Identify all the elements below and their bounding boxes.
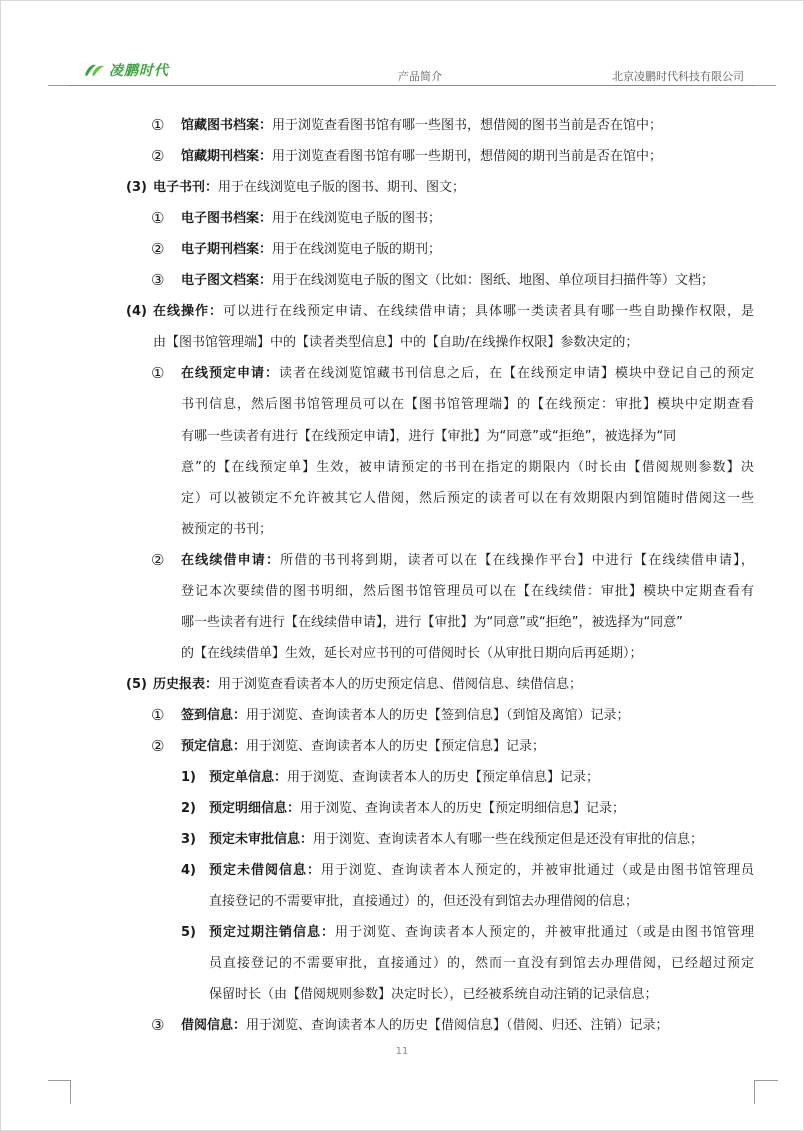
term-label: 签到信息：: [181, 707, 247, 723]
list-item-line: [209, 979, 658, 1010]
crop-mark: [754, 1080, 755, 1104]
term-label: 预定未借阅信息：: [209, 863, 321, 879]
description-text: 由【图书馆管理端】中的【读者类型信息】中的【自助/在线操作权限】参数决定的；: [153, 335, 639, 351]
description-text: 意”的【在线预定单】生效，被申请预定的书刊在指定的期限内（时长由【借阅规则参数】决: [181, 459, 755, 475]
list-item-line: [181, 358, 755, 389]
list-item-line: [153, 296, 755, 327]
list-item-line: [181, 234, 441, 265]
description-text: 用于在线浏览电子版的图文（比如：图纸、地图、单位项目扫描件等）文档；: [272, 273, 715, 289]
description-text: 员直接登记的不需要审批，直接通过）的，然而一直没有到馆去办理借阅，已经超过预定: [209, 956, 755, 972]
description-text: 用于浏览查看图书馆有哪一些图书，想借阅的图书当前是否在馆中；: [272, 118, 663, 133]
term-label: 电子图文档案：: [181, 273, 273, 289]
term-label: 历史报表：: [153, 676, 219, 692]
list-item-line: [209, 886, 638, 917]
list-item-line: [209, 917, 755, 948]
list-item-line: [181, 576, 755, 607]
logo-text: 凌鹏时代: [109, 63, 169, 79]
description-text: 用于浏览、查询读者本人预定的，并被审批通过（或是由图书馆管理员: [321, 863, 755, 879]
description-text: 被预定的书刊；: [181, 521, 273, 537]
list-item-line: [153, 669, 582, 700]
term-label: 馆藏图书档案：: [181, 118, 273, 133]
list-marker: ③: [151, 1016, 165, 1035]
list-marker: ②: [151, 737, 165, 755]
list-item-line: [153, 172, 465, 203]
leaf-logo-icon: [84, 63, 106, 77]
list-marker: ②: [151, 147, 165, 166]
list-item-line: [181, 452, 755, 483]
list-item-line: [181, 389, 755, 420]
term-label: 预定信息：: [181, 739, 247, 754]
list-marker: ①: [151, 209, 165, 228]
description-text: 所借的书刊将到期，读者可以在【在线操作平台】中进行【在线续借申请】，: [280, 552, 755, 568]
description-text: 有哪一些读者有进行【在线预定申请】，进行【审批】为“同意”或“拒绝”，被选择为“同: [181, 428, 677, 444]
description-text: 用于浏览、查询读者本人有哪一些在线预定但是还没有审批的信息；: [313, 832, 704, 848]
description-text: 用于浏览、查询读者本人的历史【预定明细信息】记录；: [300, 801, 626, 817]
list-item-line: [153, 327, 638, 358]
crop-mark: [754, 85, 776, 108]
list-item-line: [181, 421, 676, 452]
list-item-line: [181, 731, 545, 762]
list-item-line: [181, 110, 662, 141]
term-label: 预定单信息：: [209, 770, 288, 786]
list-item-line: [181, 638, 643, 669]
description-text: 用于浏览、查询读者本人的历史【预定单信息】记录；: [287, 770, 600, 786]
page-number: 11: [395, 1046, 409, 1057]
description-text: 用于浏览、查询读者本人的历史【预定信息】记录；: [246, 739, 546, 754]
description-text: 登记本次要续借的图书明细，然后图书馆管理员可以在【在线续借：审批】模块中定期查看有: [181, 583, 755, 599]
list-marker: 4): [181, 863, 196, 879]
description-text: 用于在线浏览电子版的图书；: [272, 211, 442, 227]
list-item-line: [209, 855, 755, 886]
list-item-line: [181, 607, 683, 638]
description-text: 用于浏览查看读者本人的历史预定信息、借阅信息、续借信息；: [218, 676, 583, 692]
list-item-line: [209, 762, 599, 793]
list-marker: ①: [151, 116, 165, 134]
list-item-line: [181, 483, 755, 514]
list-marker: 1): [181, 770, 196, 786]
description-text: 保留时长（由【借阅规则参数】决定时长），已经被系统自动注销的记录信息；: [209, 987, 658, 1003]
term-label: 电子图书档案：: [181, 211, 273, 227]
list-item-line: [181, 700, 630, 731]
description-text: 用于浏览、查询读者本人的历史【签到信息】（到馆及离馆）记录；: [246, 707, 630, 723]
term-label: 馆藏期刊档案：: [181, 149, 273, 165]
description-text: 用于浏览查看图书馆有哪一些期刊，想借阅的期刊当前是否在馆中；: [272, 149, 663, 165]
list-item-line: [209, 824, 703, 855]
description-text: 用于在线浏览电子版的期刊；: [272, 242, 442, 258]
description-text: 用于在线浏览电子版的图书、期刊、图文；: [218, 180, 466, 196]
description-text: 定）可以被锁定不允许被其它人借阅，然后预定的读者可以在有效期限内到馆随时借阅这一些: [181, 490, 755, 506]
list-item-line: [209, 793, 625, 824]
company-logo: [84, 60, 169, 80]
list-item-line: [209, 948, 755, 979]
list-item-line: [181, 545, 755, 576]
list-marker: ①: [151, 705, 165, 724]
list-marker: ①: [151, 364, 165, 383]
header-rule: [70, 85, 754, 86]
description-text: 直接登记的不需要审批，直接通过）的，但还没有到馆去办理借阅的信息；: [209, 894, 639, 910]
term-label: 预定未审批信息：: [209, 832, 314, 848]
list-marker: 5): [181, 925, 196, 941]
list-marker: ③: [151, 271, 165, 290]
term-label: 电子期刊档案：: [181, 242, 273, 258]
term-label: 在线操作：: [153, 304, 223, 320]
list-item-line: [181, 1010, 669, 1041]
list-marker: (3): [126, 180, 147, 196]
description-text: 用于浏览、查询读者本人预定的，并被审批通过（或是由图书馆管理: [335, 925, 755, 941]
header-doc-type: 产品简介: [398, 70, 442, 83]
list-item-line: [181, 203, 441, 234]
term-label: 预定过期注销信息：: [209, 925, 335, 941]
term-label: 借阅信息：: [181, 1018, 247, 1034]
term-label: 电子书刊：: [153, 180, 219, 196]
crop-mark: [48, 1080, 70, 1081]
list-marker: 3): [181, 832, 196, 848]
crop-mark: [48, 85, 70, 108]
description-text: 的【在线续借单】生效，延长对应书刊的可借阅时长（从审批日期向后再延期）；: [181, 645, 643, 661]
description-text: 读者在线浏览馆藏书刊信息之后，在【在线预定申请】模块中登记自己的预定: [279, 366, 755, 382]
list-marker: (4): [126, 304, 147, 320]
term-label: 预定明细信息：: [209, 801, 301, 817]
list-marker: ②: [151, 550, 165, 569]
description-text: 书刊信息，然后图书馆管理员可以在【图书馆管理端】的【在线预定：审批】模块中定期查看: [181, 397, 755, 413]
list-item-line: [181, 514, 272, 545]
term-label: 在线续借申请：: [181, 552, 281, 568]
header-company: 北京凌鹏时代科技有限公司: [612, 70, 744, 83]
list-marker: 2): [181, 801, 196, 817]
list-item-line: [181, 141, 662, 172]
list-item-line: [181, 265, 714, 296]
description-text: 可以进行在线预定申请、在线续借申请；具体哪一类读者具有哪一些自助操作权限，是: [223, 304, 755, 320]
description-text: 用于浏览、查询读者本人的历史【借阅信息】（借阅、归还、注销）记录；: [246, 1018, 669, 1034]
description-text: 哪一些读者有进行【在线续借申请】，进行【审批】为“同意”或“拒绝”，被选择为“同意”: [181, 614, 683, 630]
crop-mark: [754, 1080, 778, 1081]
list-marker: ②: [151, 240, 165, 259]
list-marker: (5): [126, 676, 147, 692]
term-label: 在线预定申请：: [181, 366, 279, 382]
crop-mark: [70, 1080, 71, 1104]
